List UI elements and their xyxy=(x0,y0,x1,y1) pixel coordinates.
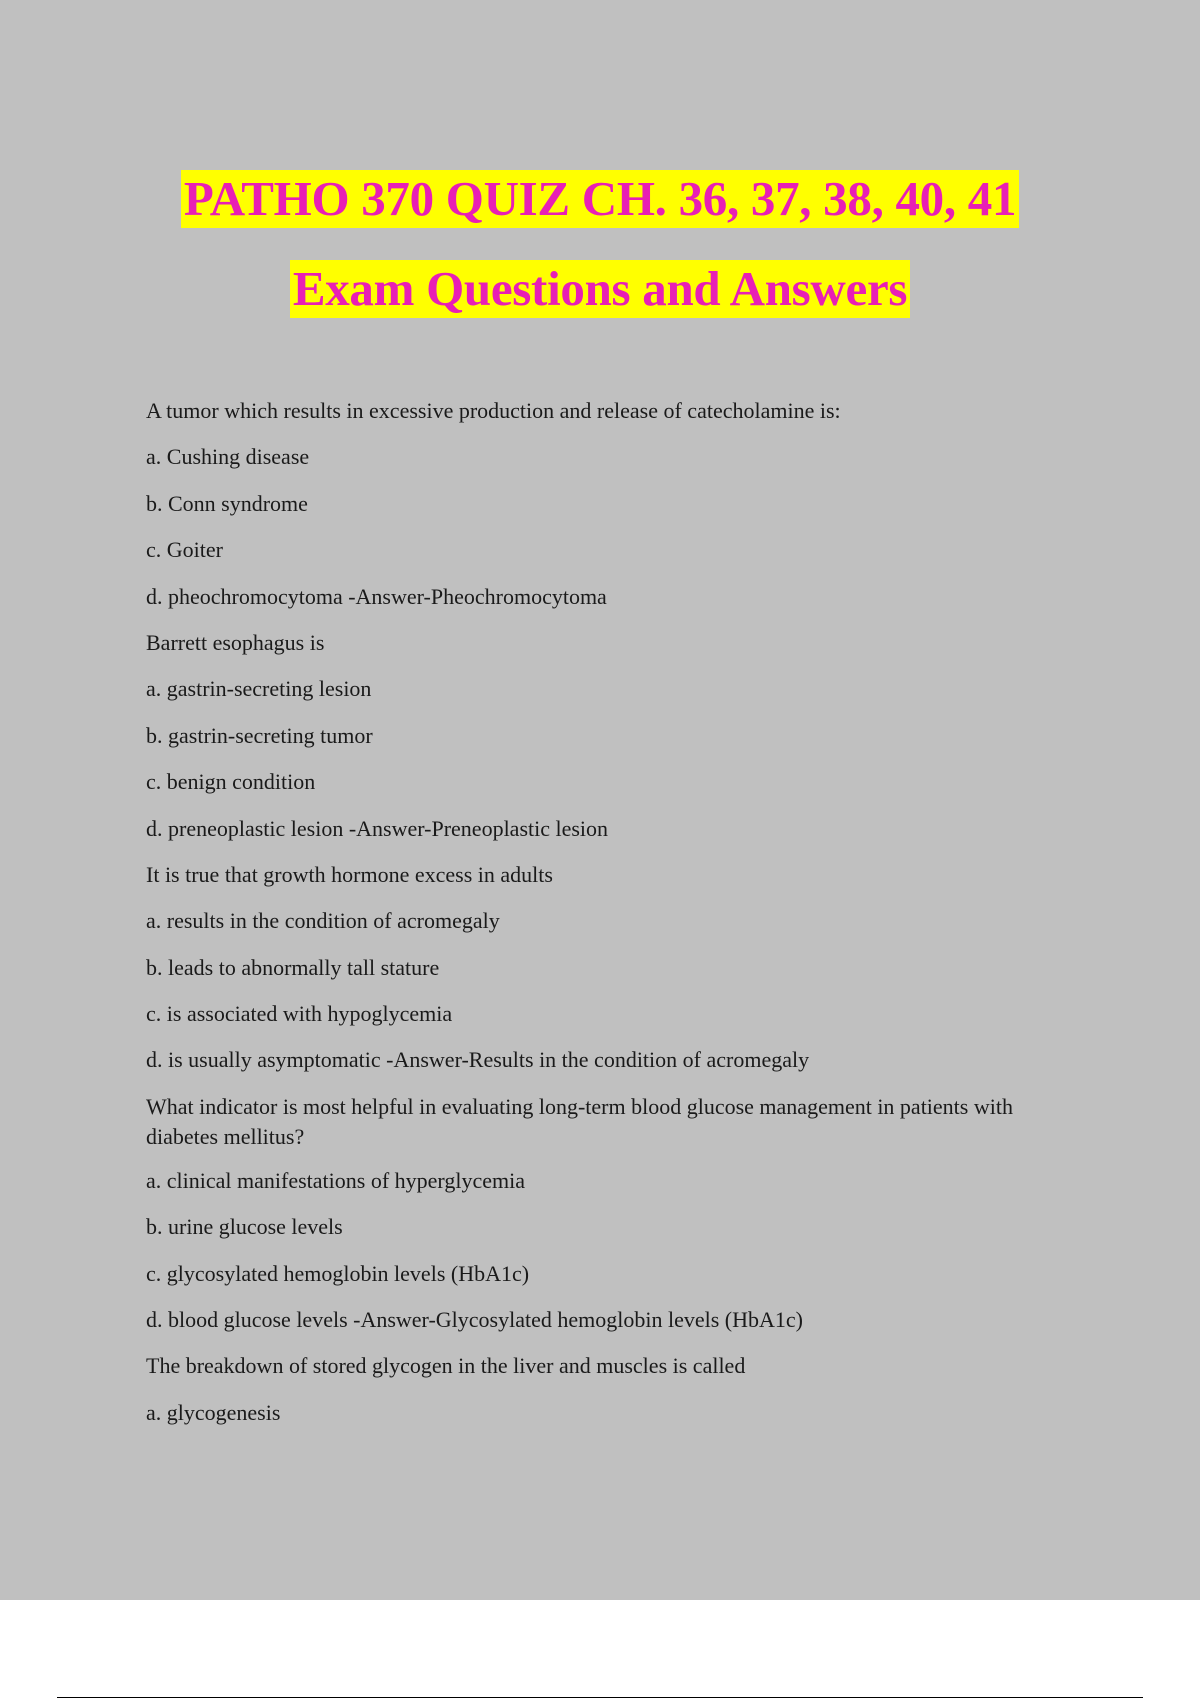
question-4-option-c: c. glycosylated hemoglobin levels (HbA1c) xyxy=(146,1260,530,1286)
question-2: Barrett esophagus is xyxy=(146,629,325,655)
question-3-option-b: b. leads to abnormally tall stature xyxy=(146,954,440,980)
question-3: It is true that growth hormone excess in adults xyxy=(146,861,553,887)
question-3-option-d-answer: d. is usually asymptomatic -Answer-Results in the condition of acromegaly xyxy=(146,1047,810,1073)
question-1-option-d-answer: d. pheochromocytoma -Answer-Pheochromocytoma xyxy=(146,583,607,609)
question-1-option-a: a. Cushing disease xyxy=(146,444,310,470)
question-4-option-a: a. clinical manifestations of hyperglycemia xyxy=(146,1167,525,1193)
question-5: The breakdown of stored glycogen in the liver and muscles is called xyxy=(146,1353,746,1379)
quiz-content xyxy=(146,396,1066,1444)
question-4: What indicator is most helpful in evaluating long-term blood glucose management in patients with diabetes mellitus? xyxy=(146,1093,1013,1149)
question-2-option-b: b. gastrin-secreting tumor xyxy=(146,722,373,748)
question-4-option-d-answer: d. blood glucose levels -Answer-Glycosylated hemoglobin levels (HbA1c) xyxy=(146,1307,803,1333)
question-3-option-c: c. is associated with hypoglycemia xyxy=(146,1001,453,1027)
question-2-option-c: c. benign condition xyxy=(146,769,316,795)
title-line-1: PATHO 370 QUIZ CH. 36, 37, 38, 40, 41 xyxy=(181,170,1019,228)
document-title xyxy=(0,170,1200,318)
question-1: A tumor which results in excessive production and release of catecholamine is: xyxy=(146,398,841,423)
question-1-option-b: b. Conn syndrome xyxy=(146,490,308,516)
question-4-option-b: b. urine glucose levels xyxy=(146,1214,343,1240)
question-5-option-a: a. glycogenesis xyxy=(146,1399,281,1425)
question-2-option-d-answer: d. preneoplastic lesion -Answer-Preneoplastic lesion xyxy=(146,815,609,841)
question-2-option-a: a. gastrin-secreting lesion xyxy=(146,676,372,702)
title-line-2: Exam Questions and Answers xyxy=(290,260,910,318)
question-3-option-a: a. results in the condition of acromegaly xyxy=(146,908,500,934)
question-1-option-c: c. Goiter xyxy=(146,537,223,563)
footer-divider xyxy=(57,1697,1143,1698)
